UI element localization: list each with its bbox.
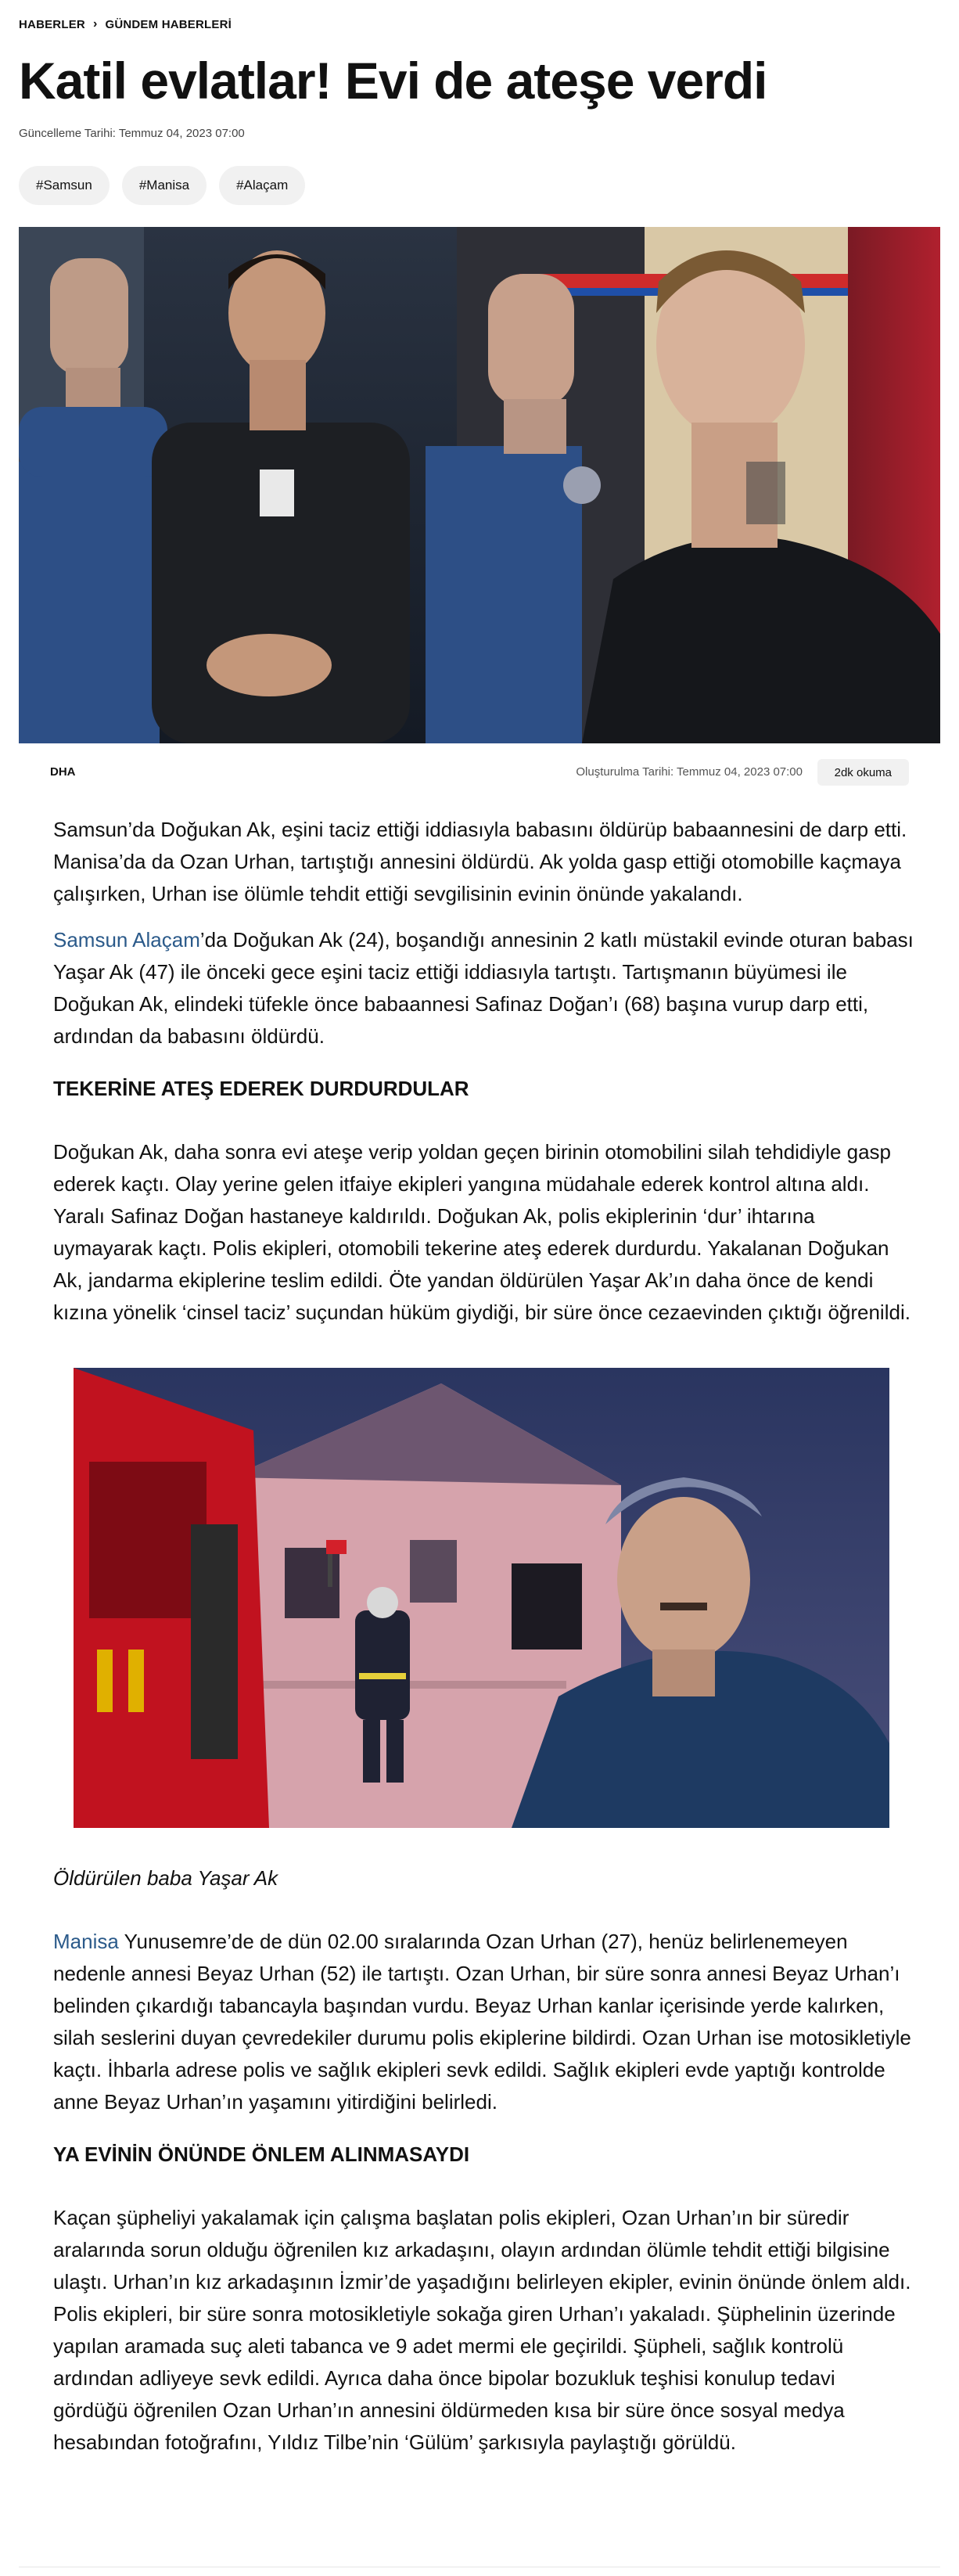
paragraph-4-text: Yunusemre’de de dün 02.00 sıralarında Ozan Urhan (27), henüz belirlenemeyen nedenle annesi Beyaz Urhan (52) ile tartıştı. Ozan Urhan, bir süre sonra annesi Beyaz Urhan’ı belinden çıkardığı tabancayla başından vurdu. Beyaz Urhan kanlar içerisinde yerde kalırken, silah seslerini duyan çevredekiler durumu polis ekiplerine bildirdi. Ozan Urhan ise motosikletiyle kaçtı. İhbarla adrese polis ve sağlık ekipleri sevk edildi. Sağlık ekipleri evde yaptığı kontrolde anne Beyaz Urhan’ın yaşamını yitirdiğini belirledi.	[53, 1930, 911, 2114]
breadcrumb-link-gundem[interactable]: GÜNDEM HABERLERİ	[105, 17, 232, 31]
tag-list	[19, 166, 305, 205]
subheading-2: YA EVİNİN ÖNÜNDE ÖNLEM ALINMASAYDI	[53, 2142, 470, 2166]
link-manisa[interactable]: Manisa	[53, 1930, 119, 1953]
inline-photo-illustration	[74, 1368, 889, 1828]
paragraph-5: Kaçan şüpheliyi yakalamak için çalışma başlatan polis ekipleri, Ozan Urhan’ın bir süredir aralarında sorun olduğu öğrenilen kız arkadaşını, olayın ardından ölümle tehdit ettiği bilgisine ulaştı. Urhan’ın kız arkadaşının İzmir’de yaşadığını belirleyen ekipler, evinin önünde önlem aldı. Polis ekipleri, bir süre sonra motosikletiyle sokağa giren Urhan’ı yakaladı. Şüphelinin üzerinde yapılan aramada suç aleti tabanca ve 9 adet mermi ele geçirildi. Şüpheli, sağlık kontrolü ardından adliyeye sevk edildi. Ayrıca daha önce bipolar bozukluk teşhisi konulup tedavi gördüğü öğrenilen Ozan Urhan’ın annesini öldürmeden kısa bir süre önce sosyal medya hesabından fotoğrafını, Yıldız Tilbe’nin ‘Gülüm’ şarkısıyla paylaştığı görüldü.	[53, 2206, 911, 2454]
paragraph-3: Doğukan Ak, daha sonra evi ateşe verip yoldan geçen birinin otomobilini silah tehdidiyle gasp ederek kaçtı. Olay yerine gelen itfaiye ekipleri yangına müdahale ederek kontrol altına aldı. Yaralı Safinaz Doğan hastaneye kaldırıldı. Doğukan Ak, polis ekiplerinin ‘dur’ ihtarına uymayarak kaçtı. Polis ekipleri, otomobili tekerine ateş ederek durdurdu. Yakalanan Doğukan Ak, jandarma ekiplerine teslim edildi. Öte yandan öldürülen Yaşar Ak’ın daha önce de kendi kızına yönelik ‘cinsel taciz’ suçundan hüküm giydiği, bir süre önce cezaevinden çıktığı öğrenildi.	[53, 1140, 911, 1324]
hero-photo-illustration	[19, 227, 940, 743]
source-bar	[19, 757, 940, 788]
paragraph-2	[53, 924, 914, 1052]
tag-alacam[interactable]: #Alaçam	[219, 166, 305, 205]
tag-samsun[interactable]: #Samsun	[19, 166, 110, 205]
lead-paragraph: Samsun’da Doğukan Ak, eşini taciz ettiği iddiasıyla babasını öldürüp babaannesini de darp etti. Manisa’da da Ozan Urhan, tartıştığı annesini öldürdü. Ak yolda gasp ettiği otomobille kaçmaya çalışırken, Urhan ise ölümle tehdit ettiği sevgilisinin evinin önünde yakalandı.	[53, 818, 907, 905]
hero-image	[19, 227, 940, 743]
breadcrumb	[19, 17, 232, 31]
inline-image	[74, 1368, 889, 1828]
news-agency: DHA	[50, 765, 76, 779]
paragraph-2-text: ’da Doğukan Ak (24), boşandığı annesinin 2 katlı müstakil evinde oturan babası Yaşar Ak (47) ile önceki gece eşini taciz ettiği iddiasıyla tartıştı. Tartışmanın büyümesi ile Doğukan Ak, elindeki tüfekle önce babaannesi Safinaz Doğan’ı (68) başına vurup darp etti, ardından da babasını öldürdü.	[53, 928, 914, 1048]
link-samsun-alacam[interactable]: Samsun Alaçam	[53, 928, 200, 952]
breadcrumb-link-haberler[interactable]: HABERLER	[19, 17, 85, 31]
chevron-right-icon: ›	[92, 17, 98, 31]
subheading-1: TEKERİNE ATEŞ EDEREK DURDURDULAR	[53, 1077, 469, 1100]
update-date: Güncelleme Tarihi: Temmuz 04, 2023 07:00	[19, 127, 245, 140]
article-body	[53, 814, 914, 2459]
created-date: Oluşturulma Tarihi: Temmuz 04, 2023 07:00	[576, 765, 803, 779]
tag-manisa[interactable]: #Manisa	[122, 166, 207, 205]
image-caption: Öldürülen baba Yaşar Ak	[53, 1866, 278, 1890]
read-time-badge: 2dk okuma	[817, 759, 909, 786]
paragraph-4	[53, 1926, 914, 2118]
page-title: Katil evlatlar! Evi de ateşe verdi	[19, 52, 767, 110]
